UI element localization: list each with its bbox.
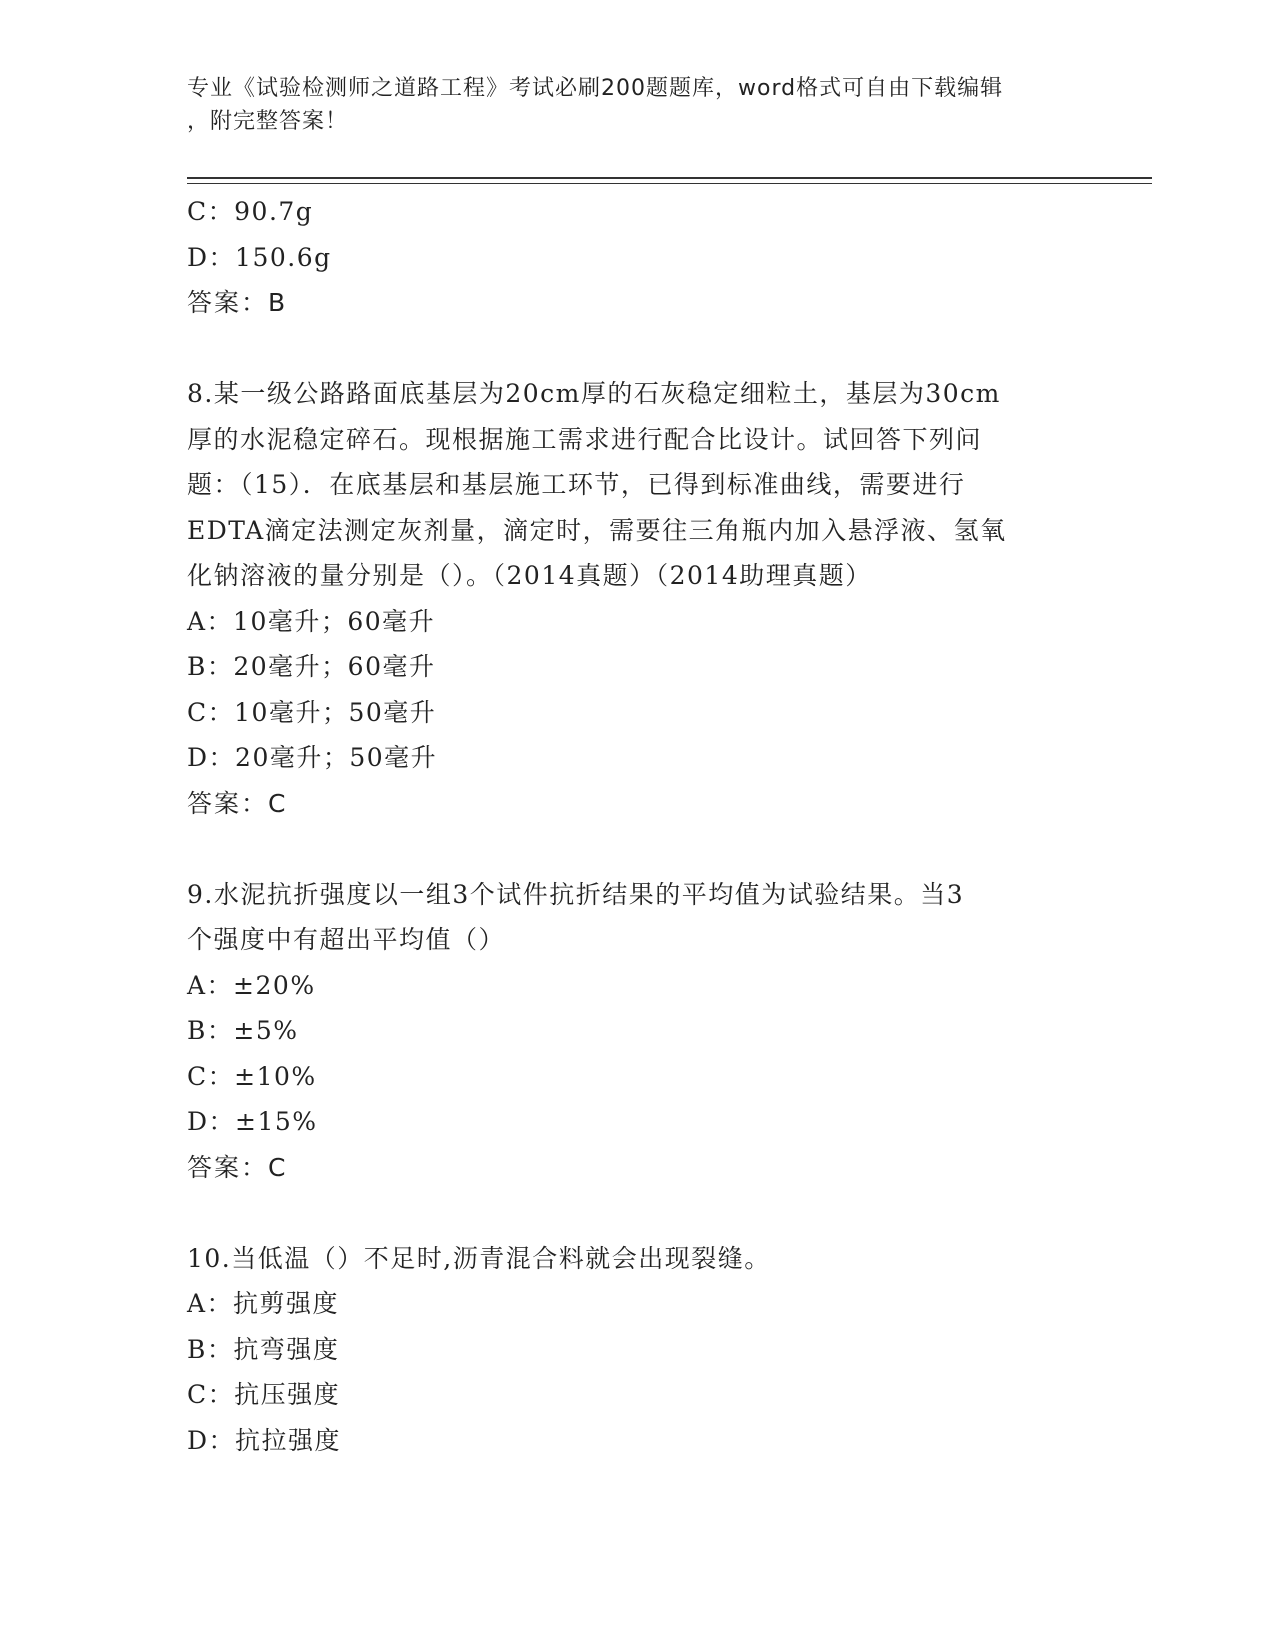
- option-c: C：10毫升；50毫升: [187, 697, 437, 727]
- option-c: C：抗压强度: [187, 1380, 341, 1409]
- question-stem-line: EDTA滴定法测定灰剂量，滴定时，需要往三角瓶内加入悬浮液、氢氧: [187, 515, 1007, 545]
- question-stem-line: 8.某一级公路路面底基层为20cm厚的石灰稳定细粒土，基层为30cm: [187, 379, 1001, 408]
- option-b: B：抗弯强度: [187, 1334, 340, 1364]
- option-b: B：±5%: [187, 1016, 299, 1045]
- question-stem-line: 9.水泥抗折强度以一组3个试件抗折结果的平均值为试验结果。当3: [187, 879, 965, 909]
- option-d: D：150.6g: [187, 242, 332, 272]
- answer-line: 答案：C: [187, 788, 288, 818]
- header-title-line2: ，附完整答案！: [187, 109, 349, 134]
- document-header: [187, 72, 1067, 138]
- spacer: [187, 326, 1067, 372]
- question-10: [187, 1236, 1067, 1464]
- header-divider-thick: [187, 177, 1152, 179]
- answer-line: 答案：C: [187, 1152, 288, 1182]
- option-a: A：±20%: [187, 970, 316, 1000]
- option-a: A：抗剪强度: [187, 1289, 340, 1318]
- question-stem-line: 题：（15）．在底基层和基层施工环节，已得到标准曲线，需要进行: [187, 470, 966, 499]
- option-c: C：90.7g: [187, 197, 314, 226]
- question-stem-line: 个强度中有超出平均值（）: [187, 925, 506, 954]
- question-9: [187, 872, 1067, 1191]
- option-d: D：抗拉强度: [187, 1425, 342, 1455]
- header-divider-thin: [187, 183, 1152, 184]
- spacer: [187, 826, 1067, 872]
- question-7-partial: [187, 189, 1067, 326]
- option-d: D：20毫升；50毫升: [187, 743, 438, 772]
- question-stem-line: 厚的水泥稳定碎石。现根据施工需求进行配合比设计。试回答下列问: [187, 424, 983, 454]
- question-list: [187, 189, 1067, 1463]
- question-stem-line: 10.当低温（）不足时,沥青混合料就会出现裂缝。: [187, 1243, 771, 1273]
- spacer: [187, 1190, 1067, 1236]
- option-b: B：20毫升；60毫升: [187, 652, 436, 681]
- header-title-line1: 专业《试验检测师之道路工程》考试必刷200题题库，word格式可自由下载编辑: [187, 76, 1004, 101]
- option-a: A：10毫升；60毫升: [187, 606, 436, 636]
- option-d: D：±15%: [187, 1107, 318, 1136]
- question-8: [187, 371, 1067, 826]
- question-stem-line: 化钠溶液的量分别是（）。（2014真题）（2014助理真题）: [187, 561, 872, 590]
- answer-line: 答案：B: [187, 288, 288, 317]
- option-c: C：±10%: [187, 1061, 317, 1091]
